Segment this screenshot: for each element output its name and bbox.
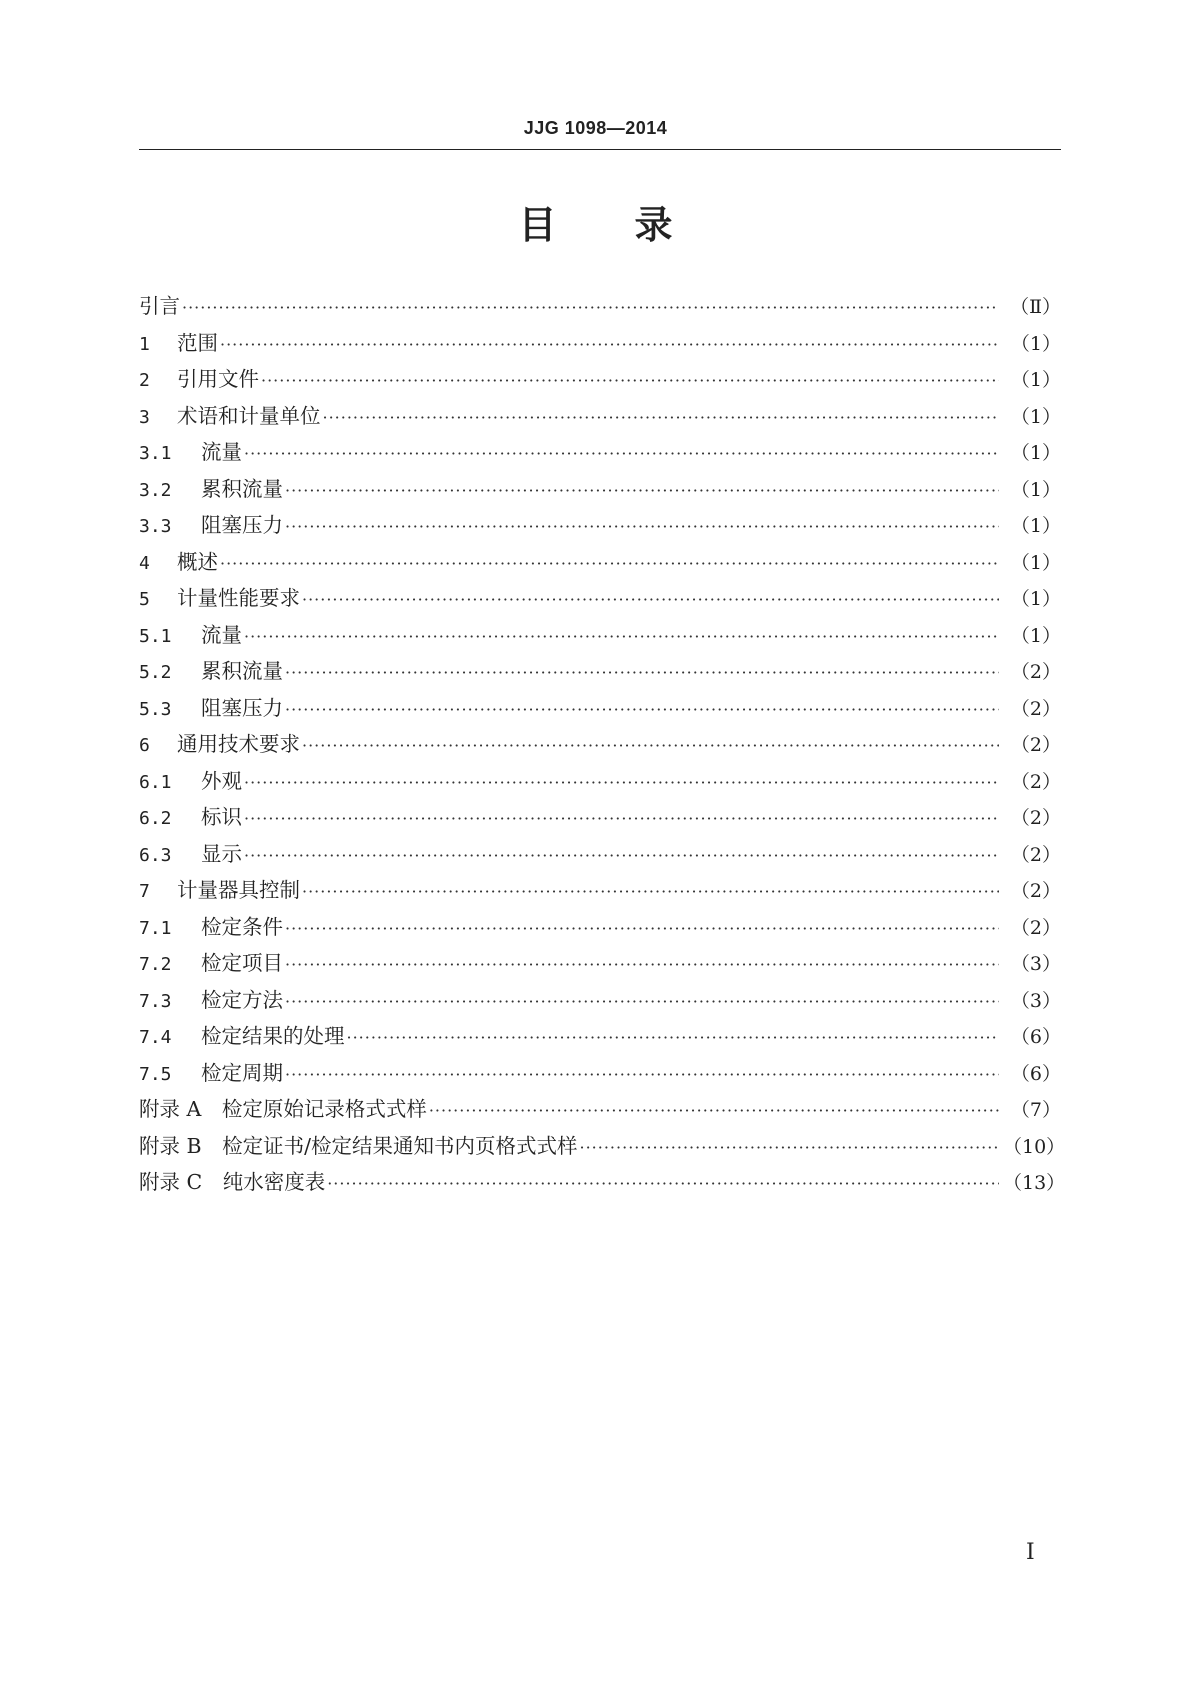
toc-dot-leader (285, 692, 999, 729)
toc-entry[interactable] (139, 434, 1061, 471)
toc-entry-number: 6.2 (139, 808, 172, 829)
toc-entry[interactable] (139, 909, 1061, 946)
toc-entry-title: 外观 (201, 768, 242, 793)
toc-dot-leader (580, 1130, 1000, 1167)
toc-title-part1: 目 (518, 203, 557, 247)
toc-entry-number: 1 (139, 333, 150, 355)
toc-dot-leader (323, 400, 1000, 437)
toc-entry-title: 通用技术要求 (177, 732, 300, 756)
toc-entry-page: （2） (1010, 661, 1061, 683)
toc-dot-leader (347, 1020, 1000, 1057)
document-code: JJG 1098—2014 (523, 118, 668, 138)
toc-dot-leader (285, 947, 999, 984)
toc-entry-number: 6.1 (139, 771, 172, 793)
toc-entry-page: （Ⅱ） (1010, 296, 1061, 318)
toc-entry-title: 检定条件 (201, 914, 283, 939)
toc-entry-title: 累积流量 (201, 476, 283, 501)
toc-dot-leader (302, 582, 999, 619)
page-number: Ⅰ (1026, 1540, 1035, 1565)
toc-entry-number: 3.2 (139, 479, 172, 501)
toc-entry-page: （7） (1010, 1099, 1061, 1121)
toc-entry-number: 5.3 (139, 698, 172, 720)
toc-entry-title: 附录 B 检定证书/检定结果通知书内页格式式样 (139, 1133, 578, 1158)
toc-dot-leader (285, 655, 999, 692)
toc-dot-leader (302, 728, 999, 765)
toc-dot-leader (220, 327, 999, 364)
toc-entry-number: 7.2 (139, 954, 172, 975)
toc-entry[interactable] (139, 1164, 1066, 1201)
toc-entry-page: （13） (1003, 1172, 1066, 1194)
toc-entry[interactable] (139, 945, 1061, 982)
toc-entry[interactable] (139, 726, 1061, 763)
toc-dot-leader (285, 1057, 999, 1094)
toc-entry-page: （10） (1003, 1135, 1066, 1158)
toc-entry[interactable] (139, 872, 1061, 909)
toc-entry-page: （1） (1010, 478, 1061, 501)
header-divider (139, 149, 1061, 150)
toc-list (139, 288, 1066, 1201)
toc-entry[interactable] (139, 544, 1061, 581)
toc-entry-title: 术语和计量单位 (177, 403, 321, 428)
toc-entry[interactable] (139, 690, 1061, 727)
toc-entry-page: （1） (1010, 332, 1061, 355)
toc-dot-leader (285, 509, 999, 546)
toc-dot-leader (285, 911, 999, 948)
toc-entry-title: 引用文件 (177, 367, 259, 391)
toc-entry-title: 流量 (201, 622, 242, 647)
toc-entry-title: 阻塞压力 (201, 695, 283, 720)
toc-entry[interactable] (139, 1018, 1061, 1055)
toc-entry[interactable] (139, 763, 1061, 800)
toc-entry-number: 7.5 (139, 1063, 172, 1085)
toc-entry-title: 计量性能要求 (177, 586, 300, 610)
toc-entry-number: 7.3 (139, 990, 172, 1012)
toc-entry-title: 附录 A 检定原始记录格式式样 (139, 1097, 427, 1121)
toc-entry-number: 5.1 (139, 625, 172, 647)
toc-entry-page: （2） (1010, 807, 1061, 829)
toc-entry-number: 7.4 (139, 1027, 172, 1048)
toc-entry-title: 范围 (177, 330, 218, 355)
toc-entry-number: 2 (139, 370, 150, 391)
toc-entry-title: 累积流量 (201, 659, 283, 683)
toc-dot-leader (327, 1166, 999, 1203)
toc-entry-number: 7.1 (139, 917, 172, 939)
toc-entry-number: 3 (139, 406, 150, 428)
toc-dot-leader (220, 546, 999, 583)
toc-entry-page: （2） (1010, 880, 1061, 902)
toc-entry-title: 概述 (177, 549, 218, 574)
toc-title-part2: 录 (634, 203, 673, 247)
toc-dot-leader (285, 984, 999, 1021)
toc-entry-page: （3） (1010, 953, 1061, 975)
toc-entry-number: 3.3 (139, 516, 172, 537)
toc-dot-leader (244, 765, 999, 802)
toc-entry-page: （2） (1010, 734, 1061, 756)
toc-entry-title: 附录 C 纯水密度表 (139, 1170, 326, 1194)
toc-entry-page: （2） (1010, 697, 1061, 720)
toc-entry[interactable] (139, 653, 1061, 690)
toc-entry-number: 5.2 (139, 662, 172, 683)
toc-entry-number: 5 (139, 589, 150, 610)
toc-entry-page: （2） (1010, 916, 1061, 939)
toc-entry-title: 流量 (201, 440, 242, 464)
toc-title (0, 200, 1191, 250)
toc-entry-number: 7 (139, 881, 150, 902)
toc-entry-page: （1） (1010, 405, 1061, 428)
toc-entry-page: （1） (1010, 588, 1061, 610)
toc-entry[interactable] (139, 1128, 1066, 1165)
toc-entry-page: （3） (1010, 989, 1061, 1012)
toc-dot-leader (244, 619, 999, 656)
toc-entry[interactable] (139, 617, 1061, 654)
toc-entry-page: （2） (1010, 843, 1061, 866)
toc-dot-leader (244, 838, 999, 875)
toc-entry-title: 显示 (201, 841, 242, 866)
toc-entry-title: 计量器具控制 (177, 878, 300, 902)
toc-dot-leader (429, 1093, 999, 1130)
toc-dot-leader (285, 473, 999, 510)
toc-entry-page: （1） (1010, 442, 1061, 464)
toc-entry[interactable] (139, 361, 1061, 398)
toc-dot-leader (182, 290, 999, 327)
toc-entry[interactable] (139, 982, 1061, 1019)
toc-entry-title: 检定周期 (201, 1060, 283, 1085)
toc-entry-title: 检定结果的处理 (201, 1024, 345, 1048)
toc-entry-title: 阻塞压力 (201, 513, 283, 537)
toc-entry[interactable] (139, 799, 1061, 836)
toc-entry[interactable] (139, 471, 1061, 508)
toc-entry[interactable] (139, 1091, 1061, 1128)
toc-entry-title: 检定方法 (201, 987, 283, 1012)
toc-entry-page: （1） (1010, 369, 1061, 391)
toc-entry-title: 检定项目 (201, 951, 283, 975)
toc-entry[interactable] (139, 836, 1061, 873)
toc-dot-leader (261, 363, 999, 400)
toc-entry[interactable] (139, 325, 1061, 362)
toc-entry-page: （1） (1010, 515, 1061, 537)
toc-dot-leader (302, 874, 999, 911)
toc-entry-page: （2） (1010, 770, 1061, 793)
toc-entry[interactable] (139, 507, 1061, 544)
toc-entry-title: 标识 (201, 805, 242, 829)
toc-entry-page: （1） (1010, 624, 1061, 647)
toc-entry-number: 6.3 (139, 844, 172, 866)
toc-dot-leader (244, 436, 999, 473)
toc-entry-page: （1） (1010, 551, 1061, 574)
toc-entry[interactable] (139, 580, 1061, 617)
toc-entry-page: （6） (1010, 1062, 1061, 1085)
toc-dot-leader (244, 801, 999, 838)
toc-entry-page: （6） (1010, 1026, 1061, 1048)
toc-entry[interactable] (139, 288, 1061, 325)
toc-entry[interactable] (139, 1055, 1061, 1092)
toc-entry-number: 3.1 (139, 443, 172, 464)
toc-entry-number: 6 (139, 735, 150, 756)
toc-entry-title: 引言 (139, 294, 180, 318)
toc-entry[interactable] (139, 398, 1061, 435)
toc-entry-number: 4 (139, 552, 150, 574)
